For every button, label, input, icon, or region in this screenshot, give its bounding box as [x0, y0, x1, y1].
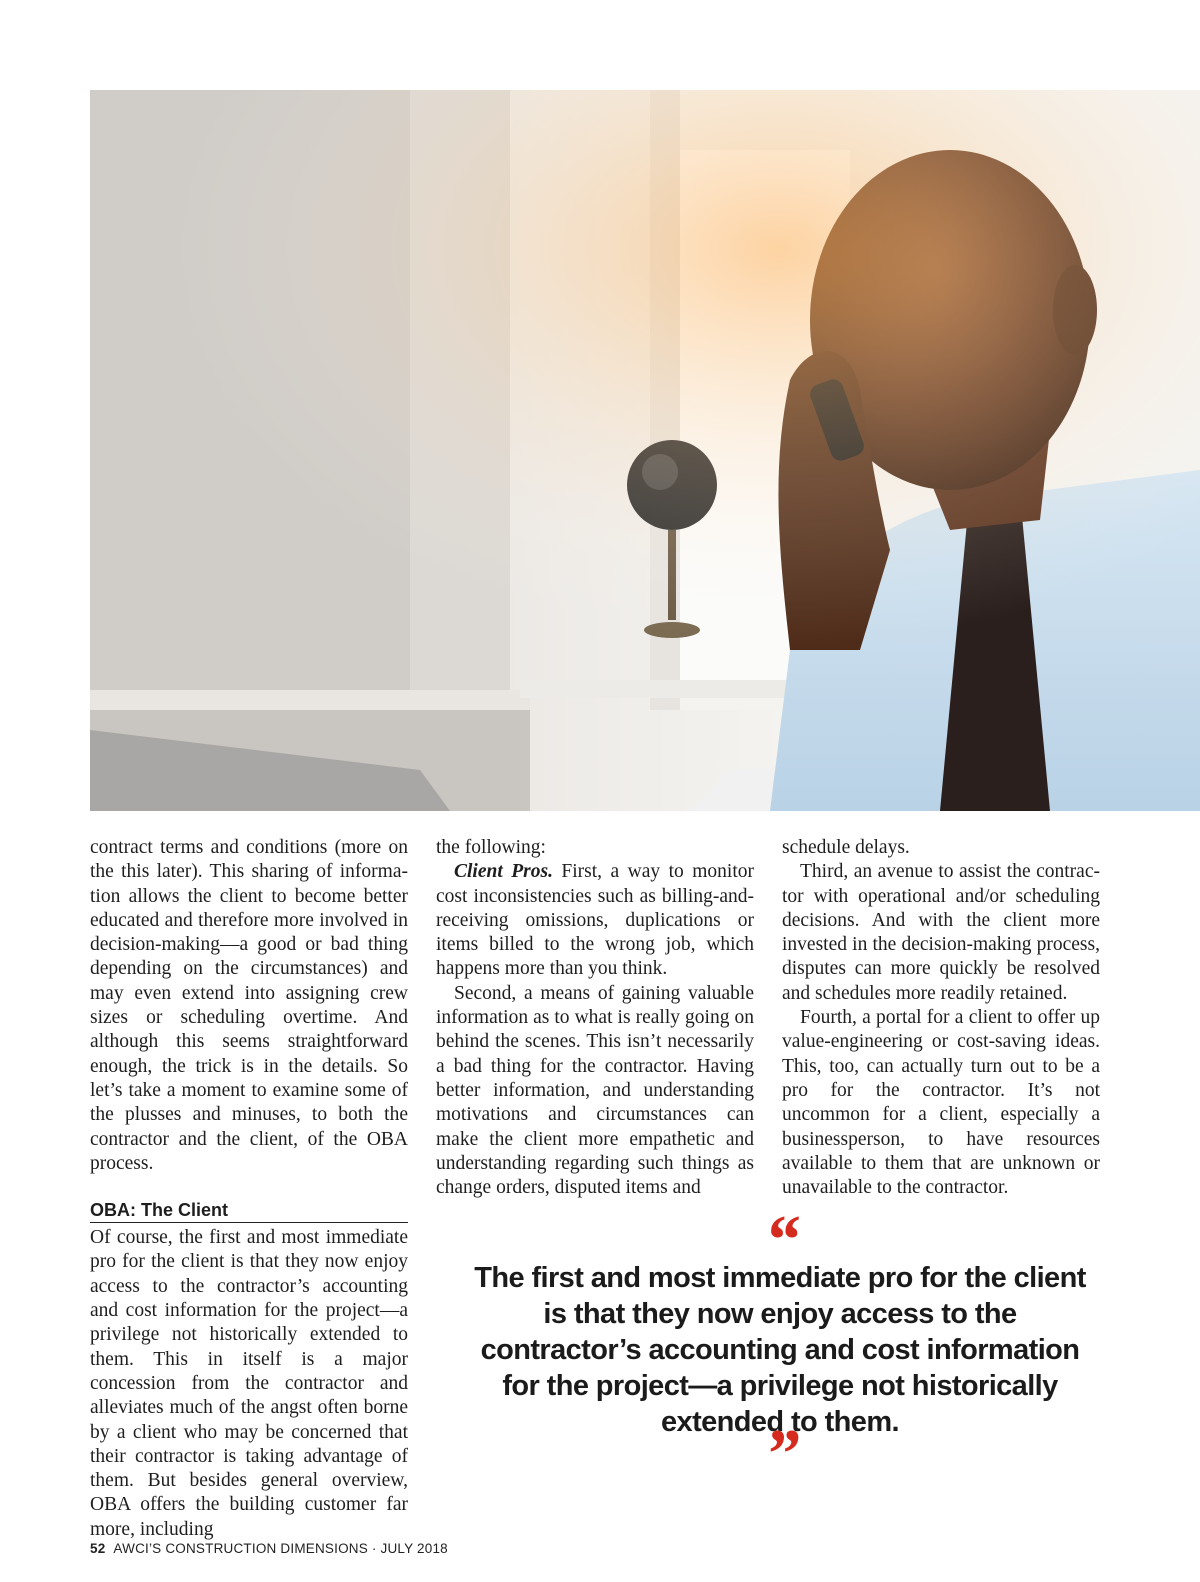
- pull-quote: The first and most immediate pro for the client is that they now enjoy access to the contractor’s accounting and cost information for the project—a privilege not historically extended to them.: [474, 1262, 1086, 1438]
- paragraph: schedule delays.: [782, 837, 910, 858]
- paragraph: Third, an avenue to assist the contractor with operational and/or scheduling decisions. And with the client more invested in the decision-making process, disputes can more quickly be resolved and schedules more readily retained.: [782, 861, 1100, 1004]
- paragraph: Second, a means of gaining valuable information as to what is really going on behind the scenes. This isn’t necessarily a bad thing for the contractor. Having better information, and understanding motivations and circumstances can make the client more empathetic and understanding regarding such things as change orders, disputed items and: [436, 982, 754, 1199]
- man-on-phone-photo: [90, 90, 1200, 811]
- section-subhead: OBA: The Client: [90, 1199, 408, 1223]
- paragraph: contract terms and conditions (more on the this later). This sharing of information allows the client to become better educated and therefore more involved in decision-making—a good or bad thing depending on the circumstances) and may even extend into assigning crew sizes or scheduling overtime. And although this seems straightforward enough, the trick is in the details. So let’s take a moment to examine some of the plusses and minuses, to both the contractor and the client, of the OBA process.: [90, 837, 408, 1174]
- column-1: [90, 836, 408, 1542]
- paragraph: the following:: [436, 837, 546, 858]
- article-photo: [90, 90, 1200, 811]
- run-in-head: Client Pros.: [454, 861, 553, 883]
- publication-line: AWCI’S CONSTRUCTION DIMENSIONS · JULY 2018: [113, 1541, 448, 1556]
- paragraph: Of course, the first and most immediate pro for the client is that they now enjoy access to the contractor’s accounting and cost information for the project—a privilege not historically extended to them. This in itself is a major concession from the contractor and alleviates much of the angst often borne by a client who may be concerned that their contractor is taking advantage of them. But besides general overview, OBA offers the building customer far more, including: [90, 1227, 408, 1540]
- paragraph: [436, 860, 754, 981]
- paragraph-text: First, a way to monitor cost inconsistencies such as billing-and-receiving omissions, duplications or items billed to the wrong job, which happens more than you think.: [436, 861, 754, 980]
- page-footer: [90, 1541, 448, 1556]
- column-2: [436, 836, 754, 1200]
- close-quote-mark: ”: [764, 1416, 800, 1493]
- open-quote-mark: “: [764, 1202, 800, 1279]
- column-3: [782, 836, 1100, 1200]
- page-number: 52: [90, 1541, 106, 1556]
- paragraph: Fourth, a portal for a client to offer up value-engineering or cost-saving ideas. This, too, can actually turn out to be a pro for the contractor. It’s not uncommon for a client, especially a businessperson, to have resources available to them that are unknown or unavailable to the contractor.: [782, 1007, 1100, 1199]
